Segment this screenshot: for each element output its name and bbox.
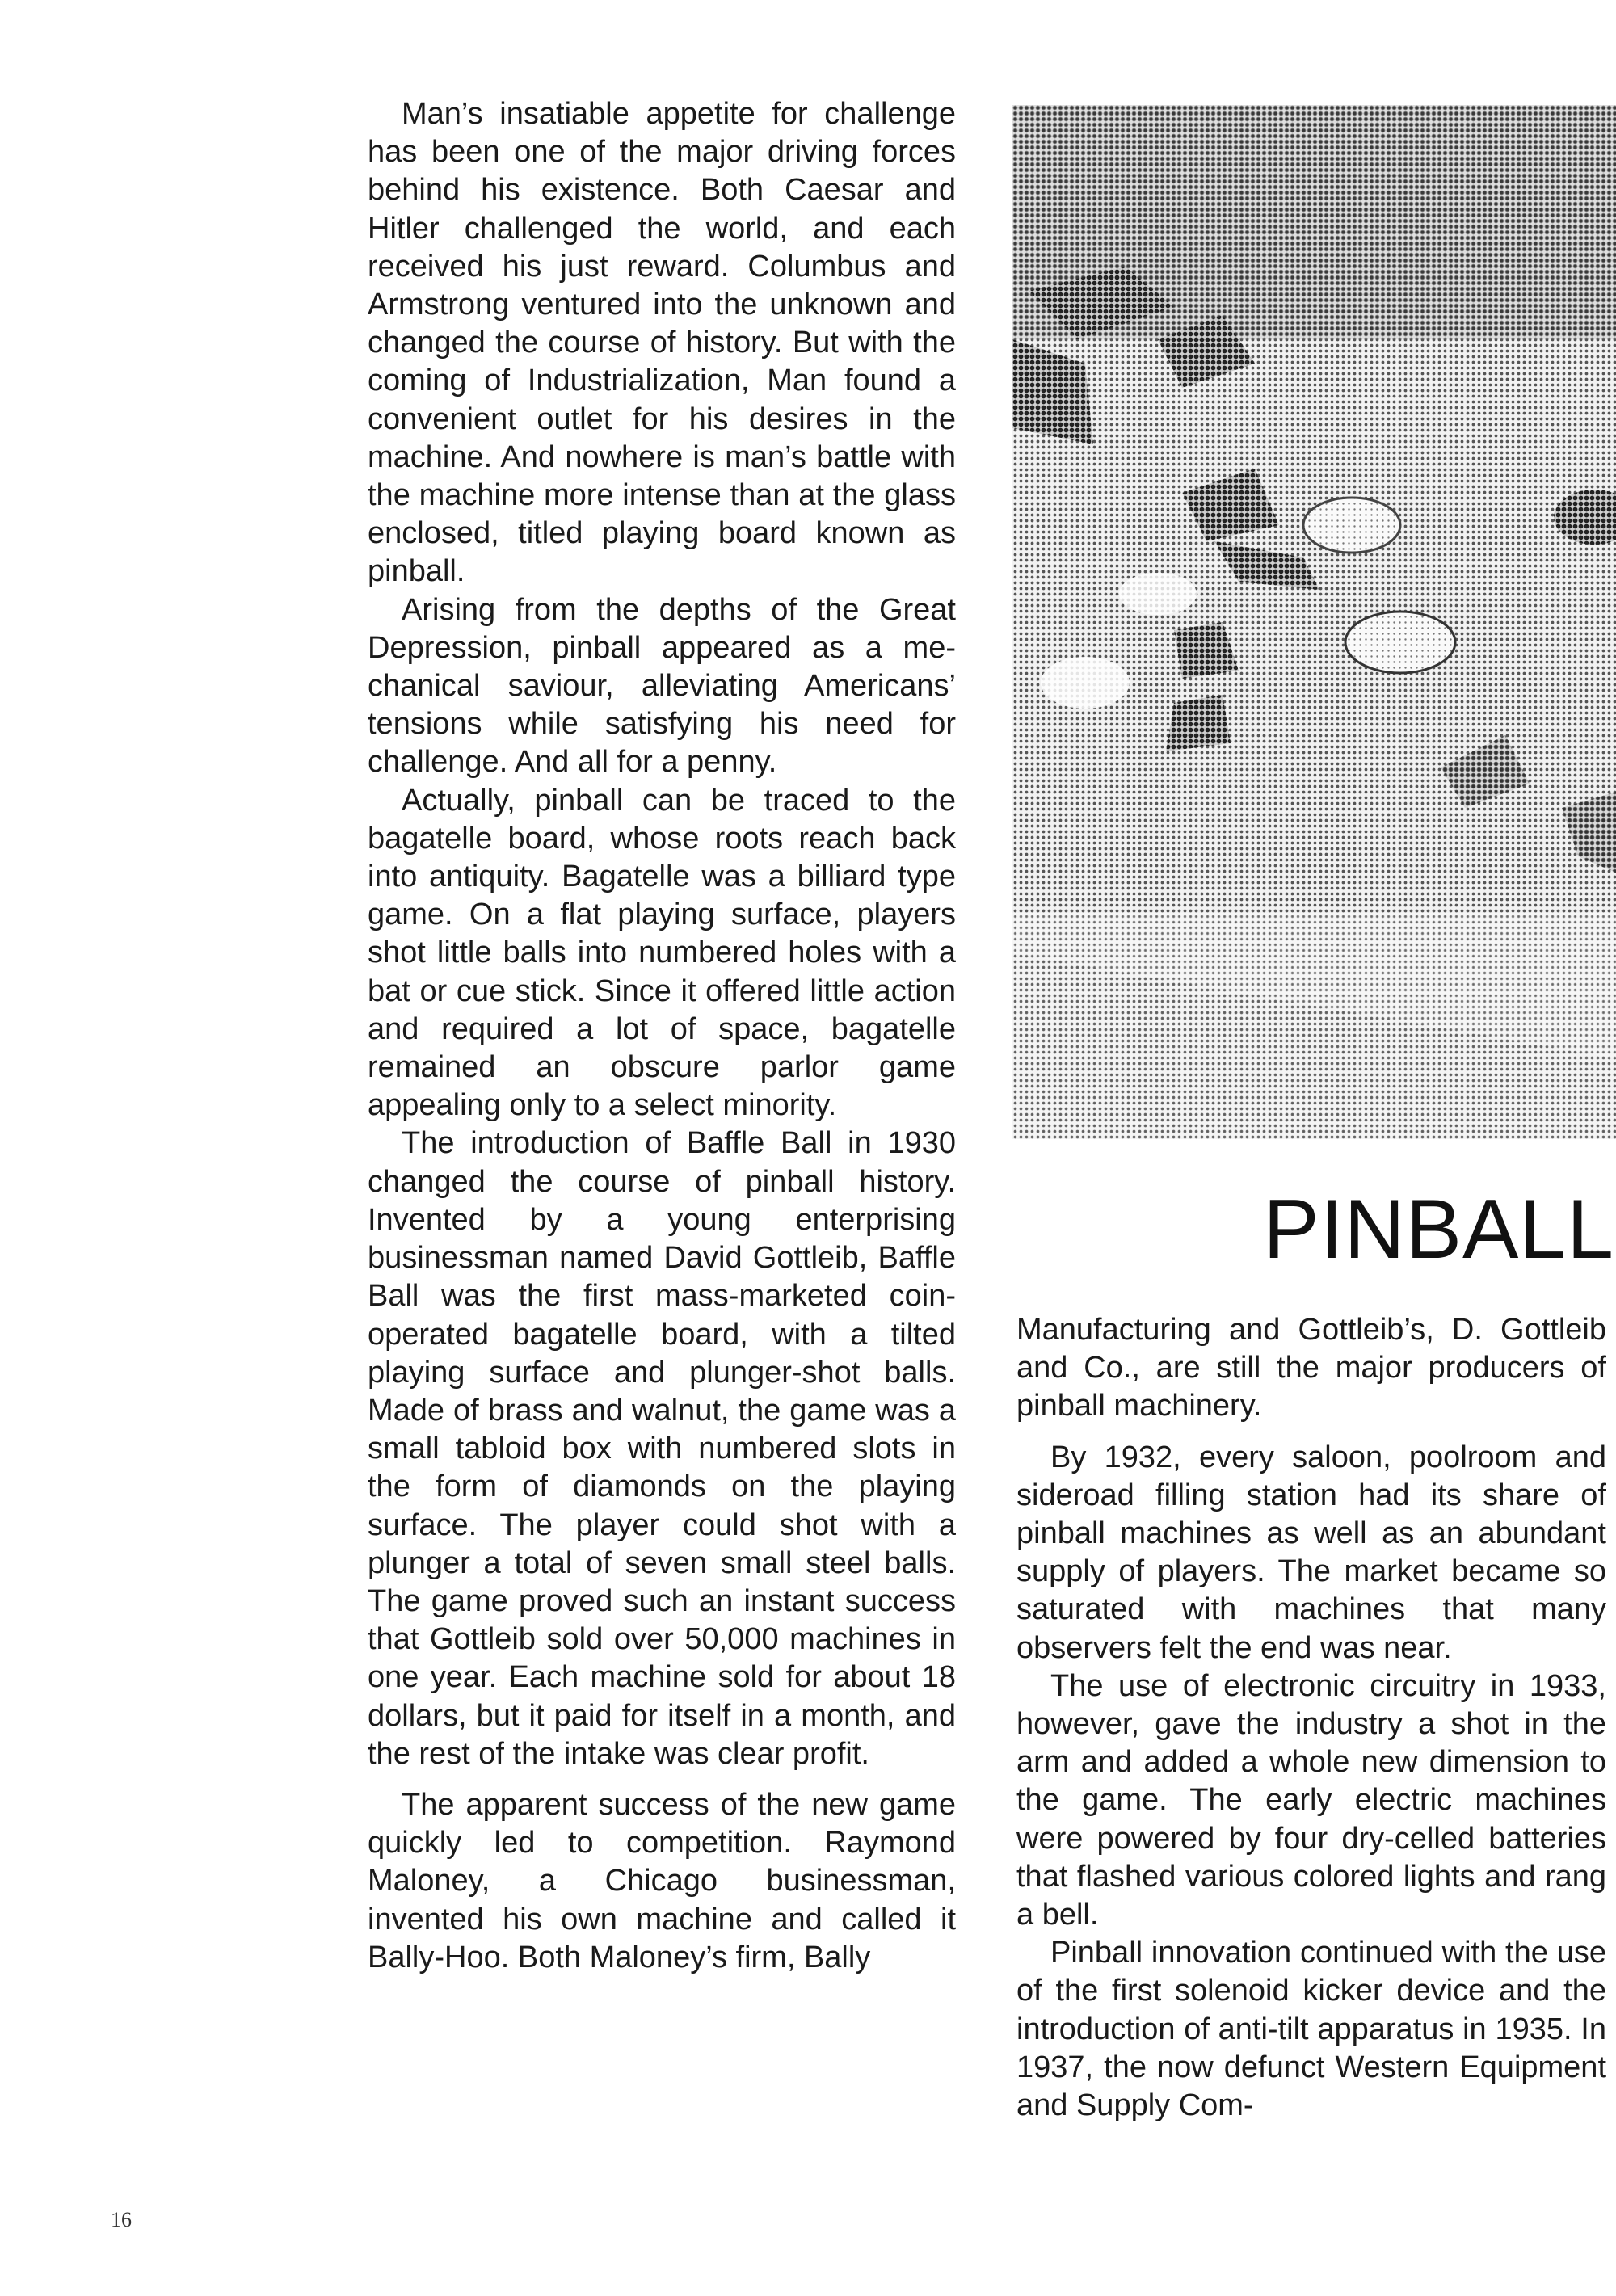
paragraph: The apparent success of the new game quickly led to competition. Raymond Maloney, a Chicago businessman, invented his own machine and called it Bally-Hoo. Both Maloney’s firm, Bally: [368, 1787, 956, 1974]
paragraph: By 1932, every saloon, poolroom and sideroad filling station had its share of pinball machines as well as an abundant supply of players. The market became so saturated with machines that many observers felt the end was near.: [1016, 1440, 1606, 1665]
paragraph: The use of electronic circuitry in 1933, however, gave the industry a shot in the arm and added a whole new dimension to the game. The early electric machines were powered by four dry-celled batteries that flashed various colored lights and rang a bell.: [1016, 1668, 1606, 1932]
paragraph: Manufacturing and Gottleib’s, D. Gottleib and Co., are still the major producers of pinball machinery.: [1016, 1313, 1606, 1423]
halftone-image: [1012, 105, 1616, 1139]
article-left-column: [368, 95, 956, 1977]
paragraph: Actually, pinball can be traced to the bagatelle board, whose roots reach back into antiquity. Bagatelle was a billiard type game. On a flat playing surface, players shot little balls into numbered holes with a bat or cue stick. Since it offered little action and required a lot of space, bagatelle remained an obscure parlor game appealing only to a select minority.: [368, 783, 956, 1123]
article-right-column: [1016, 1311, 1606, 2125]
paragraph: Pinball innovation continued with the use of the first solenoid kicker device and the introduction of anti-tilt apparatus in 1935. In 1937, the now defunct Western Equipment and Supply Com-: [1016, 1936, 1606, 2123]
paragraph: Arising from the depths of the Great Depression, pinball appeared as a mechanical saviour, alleviating Americans’ tensions while satisfying his need for challenge. And all for a penny.: [368, 592, 956, 780]
paragraph: The introduction of Baffle Ball in 1930 changed the course of pinball history. Invented by a young enterprising businessman named David Gottleib, Baffle Ball was the first mass-marketed coin-operated bagatelle board, with a tilted playing surface and plunger-shot balls. Made of brass and walnut, the game was a small tabloid box with numbered slots in the form of diamonds on the playing surface. The player could shot with a plunger a total of seven small steel balls. The game proved such an instant success that Gottleib sold over 50,000 machines in one year. Each machine sold for about 18 dollars, but it paid for itself in a month, and the rest of the intake was clear profit.: [368, 1126, 956, 1771]
page-title: PINBALL: [1263, 1183, 1614, 1276]
paragraph: Man’s insatiable appetite for challenge has been one of the major driving forces behind his existence. Both Caesar and Hitler challenged the world, and each received his just reward. Columbus and Armstrong ventured into the unknown and changed the course of history. But with the coming of Industrialization, Man found a convenient outlet for his desires in the machine. And nowhere is man’s battle with the machine more intense than at the glass enclosed, titled playing board known as pinball.: [368, 97, 956, 589]
page-number: 16: [111, 2208, 132, 2231]
pinball-photo: [1012, 105, 1616, 1139]
